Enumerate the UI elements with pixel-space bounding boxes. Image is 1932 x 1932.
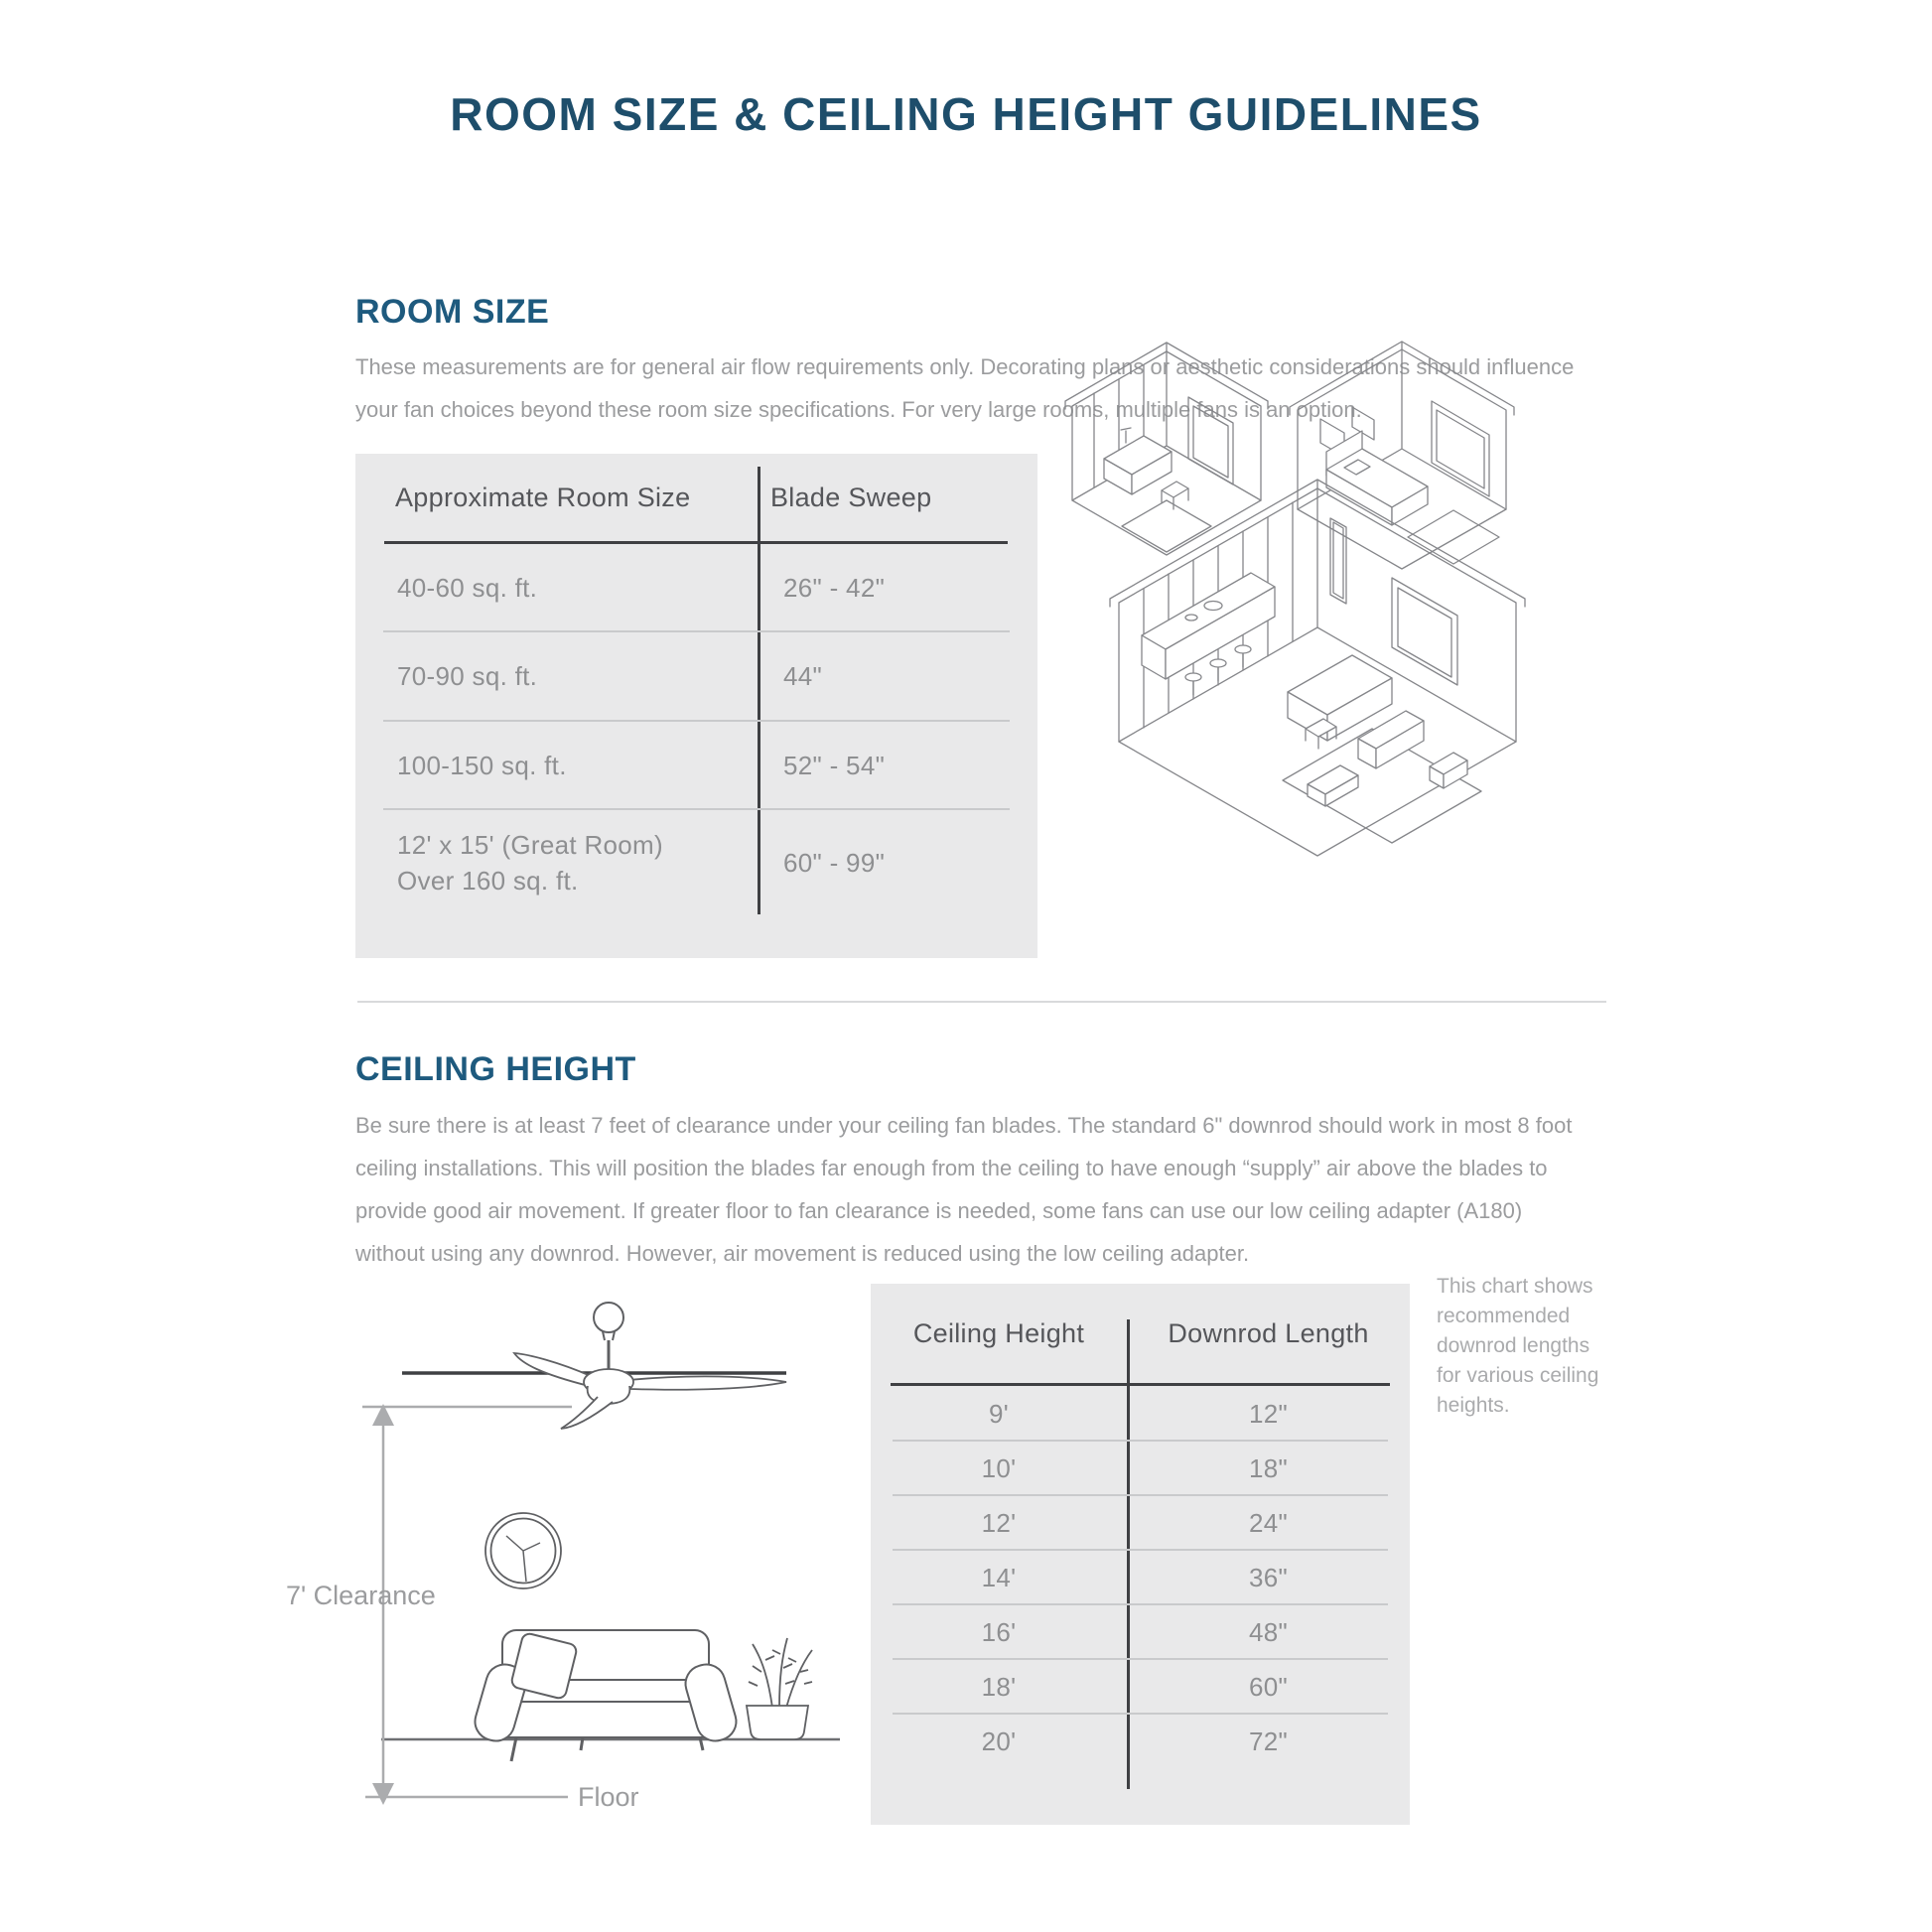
table-cell: 60"	[1248, 1671, 1289, 1702]
table-cell: 14'	[981, 1562, 1017, 1592]
table-cell: 10'	[981, 1452, 1017, 1483]
table-cell: 44"	[783, 661, 823, 691]
column-header: Ceiling Height	[912, 1317, 1085, 1348]
living-room	[1110, 480, 1525, 856]
wall-clock-icon	[485, 1513, 561, 1588]
table-cell: 70-90 sq. ft.	[397, 661, 538, 691]
small-office-room	[1065, 343, 1268, 555]
clearance-illustration	[278, 1291, 854, 1847]
table-row	[355, 631, 1037, 721]
table-row	[355, 809, 1037, 916]
table-cell: 60" - 99"	[783, 848, 886, 878]
table-cell: 12' x 15' (Great Room) Over 160 sq. ft.	[397, 830, 663, 896]
table-row	[871, 1604, 1410, 1659]
rooms-illustration	[1064, 340, 1551, 955]
ceiling-height-heading: CEILING HEIGHT	[355, 1050, 636, 1088]
table-cell: 40-60 sq. ft.	[397, 573, 538, 603]
table-cell: 18"	[1248, 1452, 1289, 1483]
room-size-description: These measurements are for general air flow requirements only. Decorating plans or aesthetic considerations should influence your fan choices beyond these room size specifications. For very large rooms, multiple fans is an option.	[355, 354, 1575, 422]
downrod-note: This chart shows recommended downrod lengths for various ceiling heights.	[1437, 1275, 1599, 1417]
ceiling-height-table	[871, 1284, 1410, 1825]
table-row	[355, 544, 1037, 631]
table-cell: 18'	[981, 1671, 1017, 1702]
table-cell: 16'	[981, 1616, 1017, 1647]
table-cell: 48"	[1248, 1616, 1289, 1647]
table-row	[871, 1714, 1410, 1768]
table-cell: 12"	[1248, 1398, 1289, 1429]
table-row	[871, 1495, 1410, 1550]
plant-icon	[747, 1638, 812, 1739]
table-row	[871, 1386, 1410, 1441]
table-cell: 9'	[988, 1398, 1010, 1429]
bedroom-room	[1290, 342, 1514, 569]
sofa-icon	[471, 1630, 741, 1761]
room-size-heading: ROOM SIZE	[355, 293, 550, 331]
clearance-label: 7' Clearance	[286, 1581, 436, 1610]
ceiling-height-description: Be sure there is at least 7 feet of clearance under your ceiling fan blades. The standard 6" downrod should work in most 8 foot ceiling installations. This will position the blades far enough from the ceiling to have enough “supply” air above the blades to provide good air movement. If greater floor to fan clearance is needed, some fans can use our low ceiling adapter (A180) without using any downrod. However, air movement is reduced using the low ceiling adapter.	[355, 1113, 1573, 1266]
table-cell: 52" - 54"	[783, 750, 886, 780]
table-cell: 12'	[981, 1507, 1017, 1538]
table-row	[871, 1550, 1410, 1604]
column-header: Approximate Room Size	[395, 482, 691, 512]
table-cell: 20'	[981, 1725, 1017, 1756]
section-divider	[357, 1001, 1606, 1003]
table-row	[871, 1441, 1410, 1495]
table-cell: 100-150 sq. ft.	[397, 750, 567, 780]
column-header: Blade Sweep	[770, 482, 932, 512]
column-header: Downrod Length	[1168, 1317, 1369, 1348]
page-title: ROOM SIZE & CEILING HEIGHT GUIDELINES	[450, 88, 1482, 140]
table-row	[355, 721, 1037, 809]
ceiling-fan-icon	[514, 1303, 786, 1429]
table-cell: 24"	[1248, 1507, 1289, 1538]
table-cell: 36"	[1248, 1562, 1289, 1592]
floor-label-group	[365, 1782, 639, 1812]
table-row	[871, 1659, 1410, 1714]
table-cell: 72"	[1248, 1725, 1289, 1756]
table-cell: 26" - 42"	[783, 573, 886, 603]
floor-label: Floor	[578, 1782, 639, 1812]
room-size-table	[355, 454, 1037, 958]
